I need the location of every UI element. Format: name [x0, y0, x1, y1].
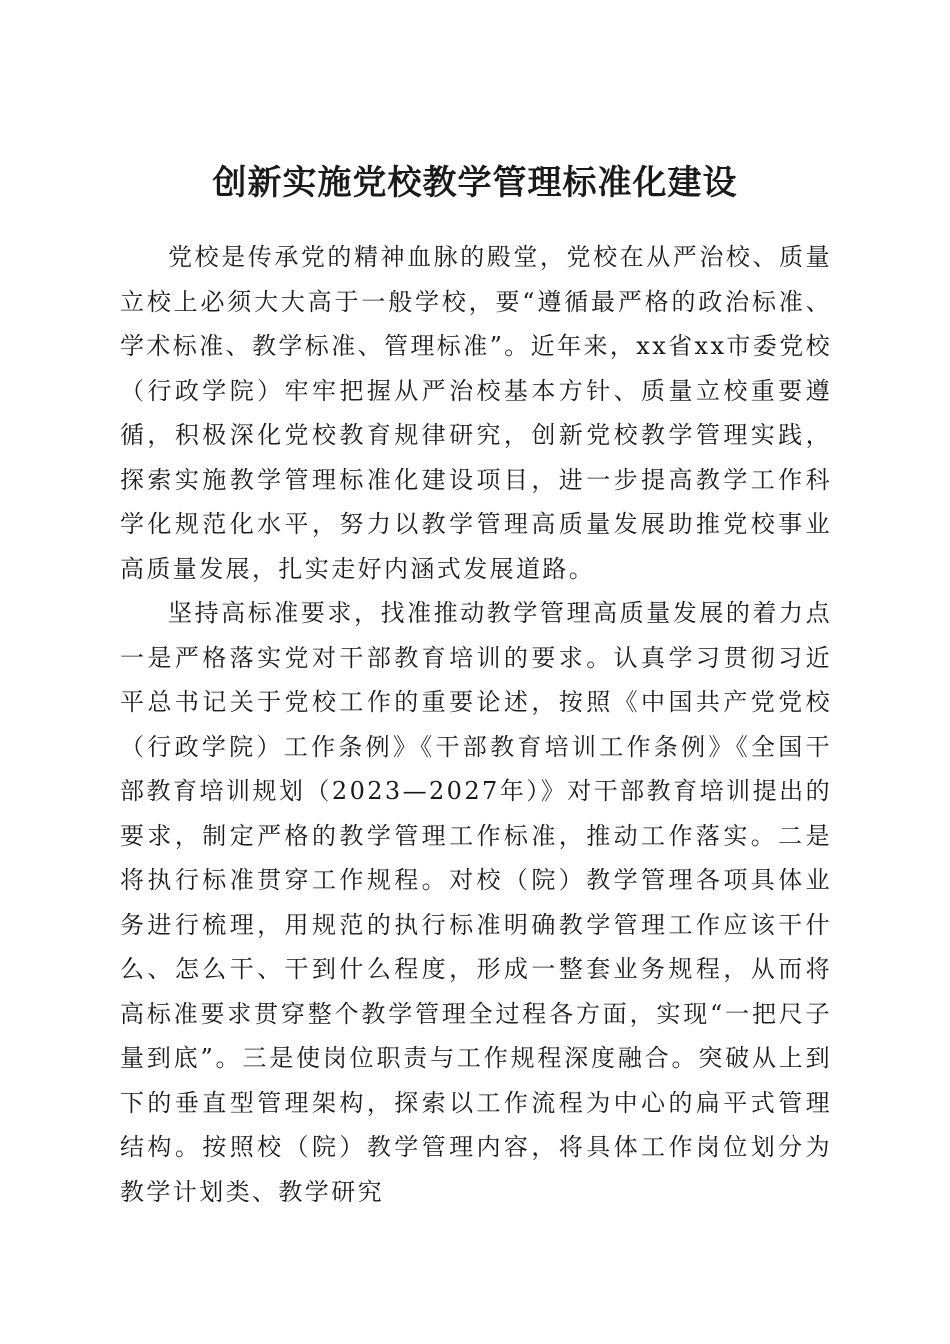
paragraph-high-standard: 坚持高标准要求，找准推动教学管理高质量发展的着力点一是严格落实党对干部教育培训的要求。认真学习贯彻习近平总书记关于党校工作的重要论述，按照《中国共产党党校（行政学院）工作条例》《干部教育培训工作条例》《全国干部教育培训规划（2023—2027年）》对干部教育培训提出的要求，制定严格的教学管理工作标准，推动工作落实。二是将执行标准贯穿工作规程。对校（院）教学管理各项具体业务进行梳理，用规范的执行标准明确教学管理工作应该干什么、怎么干、干到什么程度，形成一整套业务规程，从而将高标准要求贯穿整个教学管理全过程各方面，实现“一把尺子量到底”。三是使岗位职责与工作规程深度融合。突破从上到下的垂直型管理架构，探索以工作流程为中心的扁平式管理结构。按照校（院）教学管理内容，将具体工作岗位划分为教学计划类、教学研究	[120, 599, 832, 1206]
paragraph-intro: 党校是传承党的精神血脉的殿堂，党校在从严治校、质量立校上必须大大高于一般学校，要“遵循最严格的政治标准、学术标准、教学标准、管理标准”。近年来，xx省xx市委党校（行政学院）牢牢把握从严治校基本方针、质量立校重要遵循，积极深化党校教育规律研究，创新党校教学管理实践，探索实施教学管理标准化建设项目，进一步提高教学工作科学化规范化水平，努力以教学管理高质量发展助推党校事业高质量发展，扎实走好内涵式发展道路。	[120, 243, 833, 583]
document-body	[120, 235, 832, 1214]
document-title: 创新实施党校教学管理标准化建设	[212, 162, 738, 203]
